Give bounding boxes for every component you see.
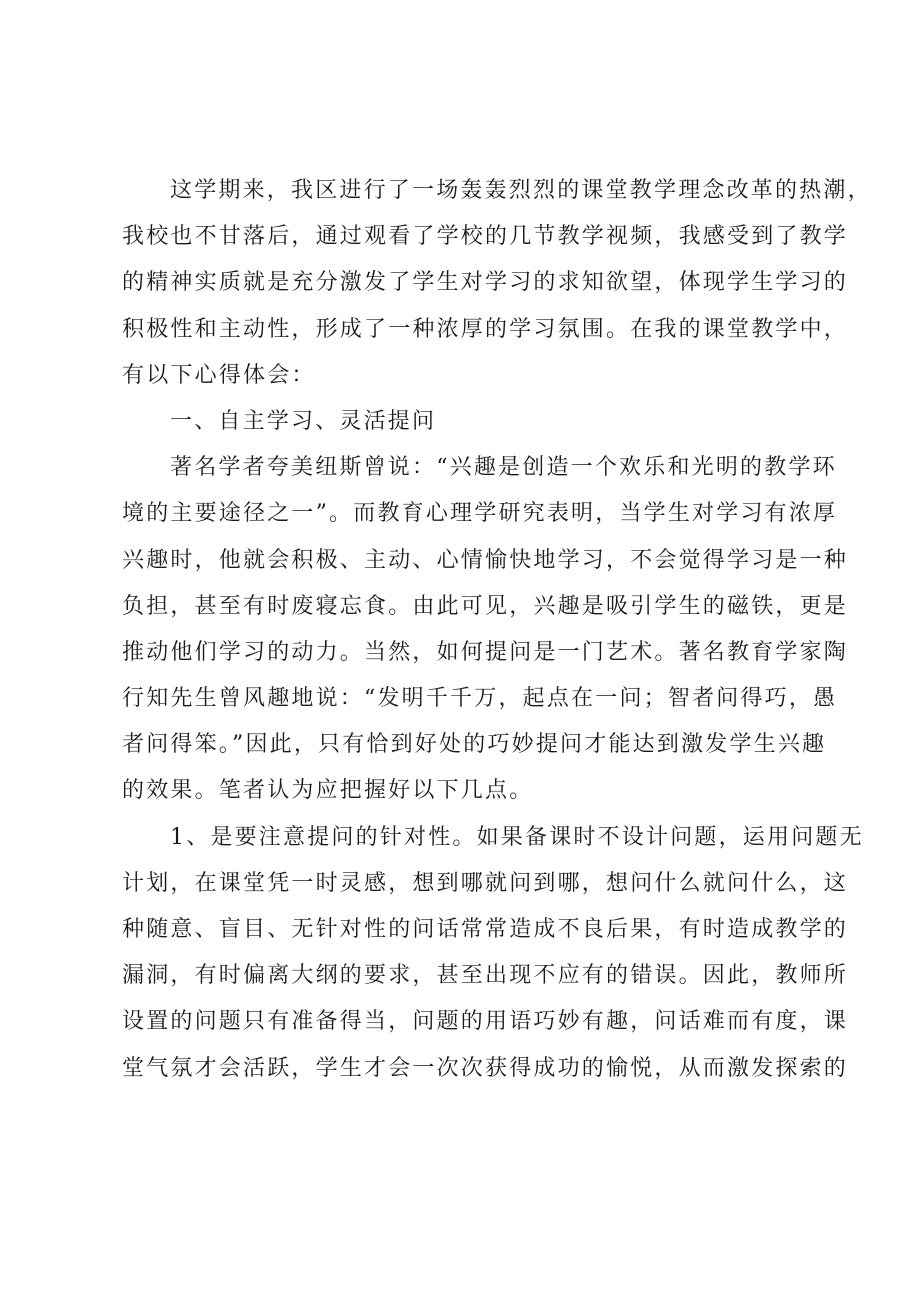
section-heading: [122, 399, 822, 445]
text-line: 的精神实质就是充分激发了学生对学习的求知欲望，体现学生学习的: [122, 270, 849, 296]
text-line: 我校也不甘落后，通过观看了学校的几节教学视频，我感受到了教学: [122, 224, 849, 250]
text-line: 者问得笨。”因此，只有恰到好处的巧妙提问才能达到激发学生兴趣: [122, 732, 827, 758]
text-line: 的效果。笔者认为应把握好以下几点。: [122, 778, 534, 804]
text-line: 计划，在课堂凭一时灵感，想到哪就问到哪，想问什么就问什么，这: [122, 870, 849, 896]
heading-line: 一、自主学习、灵活提问: [170, 408, 437, 434]
text-line: 著名学者夸美纽斯曾说：“兴趣是创造一个欢乐和光明的教学环: [170, 455, 837, 481]
text-line: 有以下心得体会：: [122, 362, 316, 388]
text-line: 负担，甚至有时废寝忘食。由此可见，兴趣是吸引学生的磁铁，更是: [122, 593, 849, 619]
intro-paragraph: [122, 168, 872, 399]
text-line: 积极性和主动性，形成了一种浓厚的学习氛围。在我的课堂教学中，: [122, 316, 849, 342]
text-line: 设置的问题只有准备得当，问题的用语巧妙有趣，问话难而有度，课: [122, 1009, 849, 1035]
text-line: 这学期来，我区进行了一场轰轰烈烈的课堂教学理念改革的热潮，: [170, 178, 872, 203]
text-line: 漏洞，有时偏离大纲的要求，甚至出现不应有的错误。因此，教师所: [122, 963, 849, 989]
text-line: 兴趣时，他就会积极、主动、心情愉快地学习，不会觉得学习是一种: [122, 547, 849, 573]
text-line: 种随意、盲目、无针对性的问话常常造成不良后果，有时造成教学的: [122, 917, 849, 942]
text-line: 行知先生曾风趣地说：“发明千千万，起点在一问；智者问得巧，愚: [122, 686, 838, 712]
text-line: 推动他们学习的动力。当然，如何提问是一门艺术。著名教育学家陶: [122, 639, 849, 665]
document-body: [122, 168, 872, 1092]
text-line: 1、是要注意提问的针对性。如果备课时不设计问题，运用问题无: [170, 824, 864, 850]
text-line: 境的主要途径之一”。而教育心理学研究表明，当学生对学习有浓厚: [122, 501, 838, 527]
text-line: 堂气氛才会活跃，学生才会一次次获得成功的愉悦，从而激发探索的: [122, 1055, 849, 1081]
point-1-paragraph: [122, 815, 864, 1092]
interest-paragraph: [122, 445, 849, 815]
